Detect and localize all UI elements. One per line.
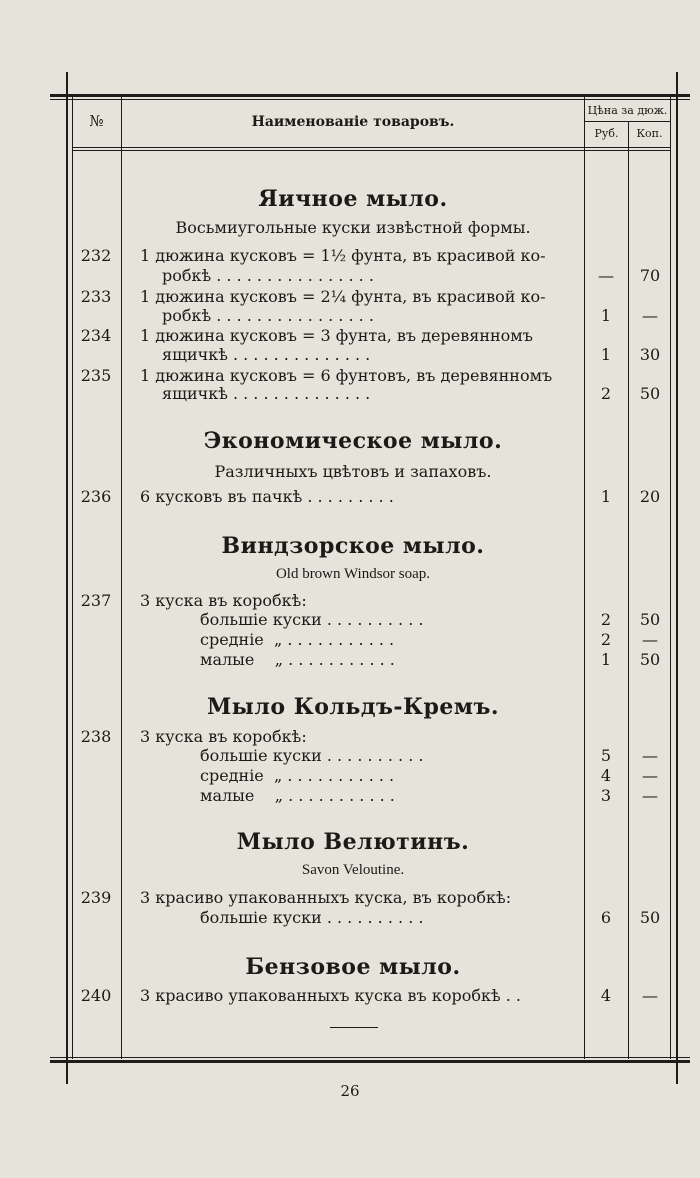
item-price-rub: — xyxy=(598,266,614,285)
item-num: 237 xyxy=(80,591,112,610)
item-num: 233 xyxy=(80,287,112,306)
item-price-kop: 70 xyxy=(639,266,661,285)
section-subtitle-economic: Различныхъ цвѣтовъ и запаховъ. xyxy=(214,462,492,481)
item-price-rub: 4 xyxy=(600,766,612,785)
item-price-kop: — xyxy=(642,986,658,1005)
size-row-label: большіе куски . . . . . . . . . . xyxy=(200,610,424,629)
item-desc-cont: робкѣ . . . . . . . . . . . . . . . . xyxy=(162,306,374,325)
top-rule-thick xyxy=(50,94,690,97)
item-num: 239 xyxy=(80,888,112,907)
item-price-rub: 5 xyxy=(600,746,612,765)
item-price-rub: 1 xyxy=(600,650,612,669)
header-rule-2 xyxy=(72,150,670,151)
size-row-label: средніе „ . . . . . . . . . . . xyxy=(200,630,395,649)
section-title-benzoin: Бензовое мыло. xyxy=(245,954,461,980)
header-num: № xyxy=(89,112,104,130)
item-price-rub: 2 xyxy=(600,610,612,629)
bottom-rule-thin xyxy=(50,1057,690,1058)
price-split-rule xyxy=(584,121,670,122)
item-price-kop: 50 xyxy=(639,610,661,629)
section-subtitle-egg: Восьмиугольные куски извѣстной формы. xyxy=(175,218,531,237)
item-num: 236 xyxy=(80,487,112,506)
section-subtitle-veloutine: Savon Veloutine. xyxy=(301,862,405,878)
item-num: 238 xyxy=(80,727,112,746)
header-price: Цѣна за дюж. xyxy=(587,104,668,117)
item-price-kop: — xyxy=(642,786,658,805)
item-price-rub: 1 xyxy=(600,345,612,364)
item-desc: 3 красиво упакованныхъ куска въ коробкѣ . . xyxy=(140,986,521,1005)
item-desc-cont: робкѣ . . . . . . . . . . . . . . . . xyxy=(162,266,374,285)
col-divider-kop xyxy=(628,121,629,1059)
item-price-rub: 3 xyxy=(600,786,612,805)
end-of-list-rule xyxy=(330,1027,378,1028)
item-num: 234 xyxy=(80,326,112,345)
item-price-rub: 1 xyxy=(600,306,612,325)
item-price-kop: 50 xyxy=(639,384,661,403)
item-price-rub: 2 xyxy=(600,384,612,403)
size-row-label: большіе куски . . . . . . . . . . xyxy=(200,746,424,765)
frame-right-inner xyxy=(670,97,671,1059)
item-intro: 3 красиво упакованныхъ куска, въ коробкѣ: xyxy=(140,888,512,907)
item-desc: 1 дюжина кусковъ = 2¼ фунта, въ красивой ко- xyxy=(140,287,546,306)
section-title-veloutine: Мыло Велютинъ. xyxy=(236,829,470,855)
size-row-label: малые „ . . . . . . . . . . . xyxy=(200,786,395,805)
item-price-kop: — xyxy=(642,630,658,649)
item-num: 240 xyxy=(80,986,112,1005)
frame-right-outer xyxy=(676,72,678,1084)
section-subtitle-windsor: Old brown Windsor soap. xyxy=(275,566,431,582)
item-desc: 1 дюжина кусковъ = 6 фунтовъ, въ деревянномъ xyxy=(140,366,553,385)
item-price-kop: — xyxy=(642,746,658,765)
item-price-rub: 4 xyxy=(600,986,612,1005)
item-num: 235 xyxy=(80,366,112,385)
header-kop: Коп. xyxy=(636,127,663,140)
item-price-kop: 20 xyxy=(639,487,661,506)
item-price-kop: 30 xyxy=(639,345,661,364)
frame-left-inner xyxy=(72,97,73,1059)
page-number: 26 xyxy=(340,1082,360,1100)
bottom-rule-thick xyxy=(50,1060,690,1063)
section-title-egg: Яичное мыло. xyxy=(258,186,448,212)
item-price-rub: 1 xyxy=(600,487,612,506)
header-rule xyxy=(72,147,670,148)
section-title-windsor: Виндзорское мыло. xyxy=(221,533,485,559)
size-row-label: средніе „ . . . . . . . . . . . xyxy=(200,766,395,785)
item-desc: 6 кусковъ въ пачкѣ . . . . . . . . . xyxy=(140,487,394,506)
section-title-coldcream: Мыло Кольдъ-Кремъ. xyxy=(206,694,500,720)
item-intro: 3 куска въ коробкѣ: xyxy=(140,591,307,610)
header-rub: Руб. xyxy=(594,127,619,140)
top-rule-thin xyxy=(50,99,690,100)
item-price-kop: 50 xyxy=(639,908,661,927)
item-price-kop: 50 xyxy=(639,650,661,669)
item-desc-cont: ящичкѣ . . . . . . . . . . . . . . xyxy=(162,384,371,403)
item-intro: 3 куска въ коробкѣ: xyxy=(140,727,307,746)
item-price-kop: — xyxy=(642,766,658,785)
item-desc-cont: ящичкѣ . . . . . . . . . . . . . . xyxy=(162,345,371,364)
size-row-label: большіе куски . . . . . . . . . . xyxy=(200,908,424,927)
header-name: Наименованіе товаровъ. xyxy=(251,114,455,130)
item-desc: 1 дюжина кусковъ = 1½ фунта, въ красивой ко- xyxy=(140,246,546,265)
item-price-rub: 6 xyxy=(600,908,612,927)
item-desc: 1 дюжина кусковъ = 3 фунта, въ деревянномъ xyxy=(140,326,533,345)
item-num: 232 xyxy=(80,246,112,265)
section-title-economic: Экономическое мыло. xyxy=(203,428,503,454)
item-price-rub: 2 xyxy=(600,630,612,649)
item-price-kop: — xyxy=(642,306,658,325)
size-row-label: малые „ . . . . . . . . . . . xyxy=(200,650,395,669)
frame-left-outer xyxy=(66,72,68,1084)
